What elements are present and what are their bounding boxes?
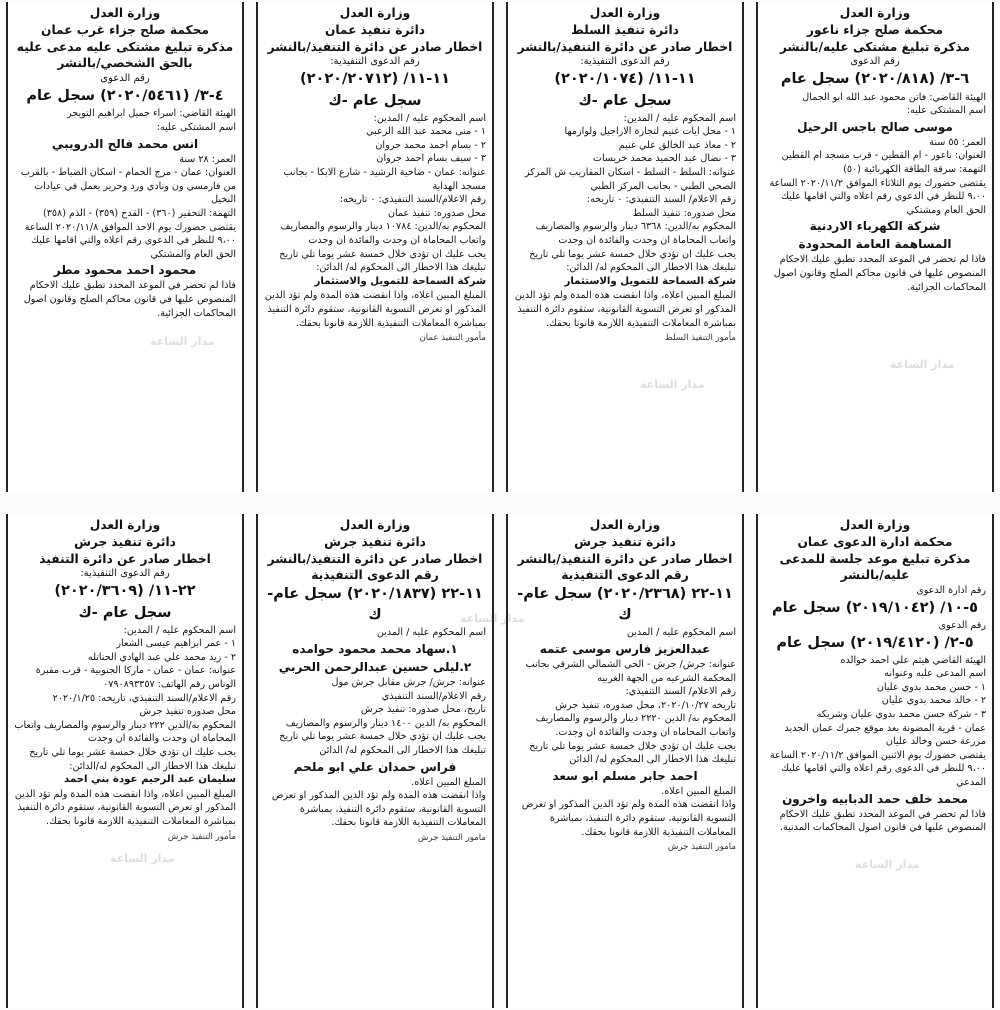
- notice-line: العمر: ٢٨ سنة: [179, 153, 236, 165]
- notice-line: دائرة تنفيذ عمان: [324, 22, 426, 37]
- notice-line: شركة الكهرباء الاردنية: [809, 219, 941, 234]
- notice-naour-court: [756, 2, 994, 492]
- notice-line: المحكوم به/الدين: ٦٣٦٨ دينار والرسوم والمصاريف واتعاب المحاماة ان وجدت والفائدة ان وجدت: [535, 221, 736, 246]
- notice-line: عنوانه: عمان - ضاحية الرشيد - شارع الابكا - بجانب مسجد الهداية: [283, 166, 486, 192]
- notice-line: يجب عليك ان تؤدي خلال خمسة عشر يوما تلي تاريخ تبليغك هذا الاخطار الى المحكوم له/ الدائن: [279, 731, 486, 756]
- notice-line: يجب عليك ان تؤدي خلال خمسة عشر يوما تلي تاريخ تبليغك هذا الاخطار الى المحكوم له/الدائن:: [29, 747, 236, 772]
- notice-line: المبلغ المبين اعلاه.: [411, 776, 486, 788]
- notice-line: المحكوم به/الدين: ١٠٧٨٤ دينار والرسوم والمصاريف واتعاب المحاماة ان وجدت والفائدة ان وجدت: [280, 221, 486, 246]
- notice-line: عنوانه: عمان - عمان - ماركا الجنوبية - قرب مقبرة الوناس رقم الهاتف: ٠٧٩٠٨٩٣٣٥٧: [35, 665, 236, 690]
- notice-line: محكمة ادارة الدعوى عمان: [797, 534, 953, 549]
- notice-line: عنوانه: جرش/ جرش - الحي الشمالي الشرقي بجانب المحكمة الشرعيه من الجهة الغربيه: [525, 658, 736, 684]
- notice-line: اسم المحكوم عليه / المدين:: [123, 624, 236, 636]
- notice-line: وزارة العدل: [839, 6, 911, 20]
- notice-line: العنوان: ناعور - ام القطين - قرب مسجد ام القطين: [781, 150, 986, 162]
- notice-line: وزارة العدل: [339, 518, 411, 532]
- watermark: مدار الساعة: [640, 378, 705, 391]
- notice-line: ٥-٢/ (٢٠١٩/٤١٢٠) سجل عام: [776, 634, 974, 651]
- notice-line: المساهمة العامة المحدودة: [798, 237, 952, 252]
- notice-line: مذكرة تبليغ مشتكى عليه/بالنشر: [779, 39, 971, 54]
- notice-line: ١١-٢٢ (٢٠٢٠/١٨٣٧) سجل عام-ك: [267, 586, 483, 624]
- notice-line: شركة السماحة للتمويل والاستثمار: [314, 275, 486, 287]
- notice-line: مأمور التنفيذ السلط: [664, 333, 736, 344]
- notice-line: المبلغ المبين اعلاه، واذا انقضت هذه المدة ولم تؤد الدين المذكور او تعرض التسوية القانونية، ستقوم دائرة التنفيذ بمباشرة المعاملات التنفيذية اللازمة قانونا بحقك.: [264, 290, 486, 329]
- notice-line: المحكوم به/الدين ٢٢٢ دينار والرسوم والمصاريف واتعاب المحاماة ان وجدت والفائدة ان وجدت: [14, 719, 236, 745]
- notice-line: ١.سهاد محمد محمود حوامده: [292, 641, 458, 656]
- notice-line: رقم الدعوى التنفيذية:: [580, 56, 670, 68]
- notice-line: وزارة العدل: [89, 518, 161, 532]
- notice-line: ٢ - بسام احمد محمد جروان: [375, 139, 486, 151]
- notice-line: رقم الاعلام/ السند التنفيذي:: [625, 686, 736, 698]
- notice-line: المبلغ المبين اعلاه، واذا انقضت هذه المدة ولم تؤد الدين المذكور او تعرض التسوية القانونية، ستقوم دائرة التنفيذ بمباشرة المعاملات التنفيذية اللازمة قانونا بحقك.: [514, 290, 736, 329]
- notice-line: تاريخه ٢٠٢٠/١٠/٢٧، محل صدوره، تنفيذ جرش: [555, 699, 736, 711]
- notice-line: وزارة العدل: [589, 6, 661, 20]
- notice-line: مذكرة تبليغ موعد جلسة للمدعى عليه/بالنشر: [779, 551, 971, 583]
- notice-line: عنوانه: السلط - السلط - اسكان المقاريب ش المركز الصحي الطبي - بجانب المركز الطبي: [524, 166, 736, 192]
- notice-line: رقم الدعوى التنفيذية: [311, 568, 439, 583]
- notice-line: اسم المحكوم عليه / المدين:: [373, 112, 486, 124]
- notice-line: ٢.ليلى حسين عبدالرحمن الحربي: [278, 659, 472, 674]
- notice-line: فاذا لم تحضر في الموعد المحدد تطبق عليك الاحكام المنصوص عليها في قانون اصول المحاكمات المدنية.: [779, 808, 986, 834]
- notice-line: ١١-١١/ (٢٠٢٠/١٠٧٤): [554, 71, 696, 88]
- notice-line: واذا انقضت هذه المدة ولم تؤد الدين المذكور او تعرض التسوية القانونية، ستقوم دائرة التنفيذ، بمباشرة المعاملات التنفيذية اللازمة قانونا بحقك.: [521, 799, 736, 838]
- notice-line: مذكرة تبليغ مشتكى عليه مدعى عليه بالحق الشخصي/بالنشر: [16, 39, 234, 71]
- notice-line: رقم الدعوى: [100, 73, 150, 85]
- notice-line: رقم الاعلام/السند التنفيذي: [381, 690, 486, 702]
- notice-line: محمد خلف حمد الدبابيه واخرون: [782, 791, 968, 806]
- notice-line: المحكوم به/ الدين ٢٢٢٠ دينار والرسوم والمصاريف واتعاب المحاماه ان وجدت والفائدة ان وجدت.: [535, 713, 736, 738]
- notice-line: يقتضى حضورك يوم الثلاثاء الموافق ٢٠٢٠/١١/٢ الساعة ٩،٠٠ للنظر في الدعوى رقم اعلاه والتي اقامها عليك الحق العام ومشتكي: [769, 177, 986, 216]
- notice-line: الهيئة القاضي هيثم علي احمد خوالده: [840, 654, 986, 666]
- notice-line: تاريخ، محل صدوره: تنفيذ جرش: [361, 704, 486, 716]
- notice-line: المبلغ المبين اعلاه، واذا انقضت هذه المدة ولم تؤد الدين المذكور او تعرض التسوية القانونية، ستقوم دائرة التنفيذ بمباشرة المعاملات التنفيذية اللازمة قانونا بحقك.: [14, 788, 236, 827]
- notice-line: فاذا لم تحضر في الموعد المحدد تطبق عليك الاحكام المنصوص عليها في قانون محاكم الصلح وقانون اصول المحاكمات الجزائية.: [23, 280, 236, 319]
- notice-line: رقم الاعلام/ السند التنفيذي: ٠ تاريخه:: [586, 194, 736, 206]
- notice-line: يقتضى حضورك يوم الاثنين الموافق ٢٠٢٠/١١/٢ الساعة ٩،٠٠ للنظر في الدعوى رقم اعلاه والتي اقامها عليك المدعي: [769, 749, 986, 789]
- watermark: مدار الساعة: [855, 858, 920, 871]
- notice-line: واذا انقضت هذه المدة ولم تؤد الدين المذكور او تعرض التسوية القانونية، ستقوم دائرة التنفيذ، بمباشرة المعاملات التنفيذية اللازمة قانونا بحقك.: [271, 790, 486, 829]
- notice-line: الهيئة القاضي: فاتن محمود عبد الله ابو الجمال: [802, 91, 986, 103]
- notice-line: ٣ - سيف بسام احمد جروان: [376, 153, 486, 165]
- notice-line: فراس حمدان علي ابو ملحم: [293, 759, 457, 774]
- notice-line: سجل عام -ك: [78, 604, 172, 621]
- notice-line: العنوان: عمان - مرج الحمام - اسكان الضباط - بالقرب من فارمسي ون ونادي ورد وحرير يعمل في عيادات النخيل: [20, 167, 236, 206]
- notice-line: سجل عام -ك: [328, 92, 422, 109]
- notice-line: ٣ - نضال عبد الحميد محمد خريسات: [592, 153, 736, 165]
- notice-line: فاذا لم تحضر في الموعد المحدد تطبق عليك الاحكام المنصوص عليها في قانون محاكم الصلح وقانون اصول المحاكمات الجزائية.: [773, 254, 986, 293]
- notice-line: وزارة العدل: [89, 6, 161, 20]
- notice-line: موسى صالح باجس الرحيل: [797, 119, 953, 134]
- notice-line: ١ - منى محمد عبد الله الزعبي: [366, 126, 486, 138]
- notice-line: رقم الاعلام/السند التنفيذي: ٠ تاريخه:: [339, 194, 486, 206]
- notice-line: مأمور التنفيذ عمان: [419, 333, 486, 344]
- notice-line: ٢ - معاذ عبد الخالق علي غنيم: [618, 139, 736, 151]
- watermark: مدار الساعة: [150, 335, 215, 348]
- notice-line: المحكوم به/ الدين ١٤٠٠ دينار والرسوم والمصاريف: [285, 717, 486, 729]
- notice-line: رقم الدعوى التنفيذية: [561, 568, 689, 583]
- notice-line: محل صدوره تنفيذ جرش: [139, 706, 236, 718]
- notice-line: ١ - عمر ابراهيم عيسى الشعار: [116, 638, 236, 650]
- notice-line: عمان - قرية المضونة بعد موقع جمرك عمان الجديد مزرعة حسن وخالد عليان: [784, 722, 986, 748]
- notice-line: رقم الدعوى التنفيذية:: [330, 56, 420, 68]
- notice-line: رقم ادارة الدعوى: [916, 585, 986, 597]
- notice-line: عبدالعزيز فارس موسى عتمه: [539, 641, 711, 656]
- notice-line: ١١-٢٢ (٢٠٢٠/٢٣٦٨) سجل عام-ك: [517, 586, 733, 624]
- notice-line: مامور التنفيذ جرش: [667, 842, 736, 853]
- notice-line: ١١-١١/ (٢٠٢٠/٢٠٧١٢): [299, 71, 450, 88]
- notices-row-bottom: [6, 514, 994, 1008]
- notice-line: احمد جابر مسلم ابو سعد: [552, 768, 698, 783]
- notice-line: دائرة تنفيذ السلط: [571, 22, 679, 37]
- notice-line: ٤-٣/ (٢٠٢٠/٥٤٦١) سجل عام: [26, 88, 224, 105]
- notice-line: رقم الدعوى: [938, 619, 986, 631]
- notices-row-top: [6, 2, 994, 492]
- notice-line: عنوانه: جرش/ جرش مقابل جرش مول: [331, 676, 486, 688]
- watermark: مدار الساعة: [110, 852, 175, 865]
- notice-line: التهمة: التحقير (٣٦٠) - القدح (٣٥٩) - الذم (٣٥٨): [43, 207, 236, 219]
- notice-line: اخطار صادر عن دائرة التنفيذ/بالنشر: [267, 39, 483, 54]
- notice-line: محكمة صلح جزاء غرب عمان: [41, 22, 209, 37]
- notice-line: ٢ - زيد محمد علي عبد الهادي الحناتله: [87, 651, 236, 663]
- notice-line: اخطار صادر عن دائرة التنفيذ/بالنشر: [517, 551, 733, 566]
- notice-line: ٥-١٠/ (٢٠١٩/١٠٤٢) سجل عام: [771, 599, 979, 616]
- notice-line: محمود احمد محمود مطر: [53, 263, 197, 278]
- notice-line: ٢٢-١١/ (٢٠٢٠/٣٦٠٩): [54, 583, 196, 600]
- notice-salt-execution: [506, 2, 744, 492]
- notice-line: اخطار صادر عن دائرة التنفيذ: [39, 551, 211, 566]
- notice-line: ١ - محل ايات غنيم لتجارة الاراجيل ولوازمها: [564, 126, 736, 138]
- notice-line: ٦-٣/ (٢٠٢٠/٨١٨) سجل عام: [780, 71, 970, 88]
- notice-line: اخطار صادر عن دائرة التنفيذ/بالنشر: [267, 551, 483, 566]
- notice-line: محكمة صلح جزاء ناعور: [806, 22, 944, 37]
- notice-line: محل صدوره: تنفيذ عمان: [387, 207, 486, 219]
- notice-line: يجب عليك ان تؤدي خلال خمسة عشر يوما تلي تاريخ تبليغك هذا الاخطار الى المحكوم له/ الدائن:: [529, 248, 736, 274]
- notice-line: شركة السماحة للتمويل والاستثمار: [564, 275, 736, 287]
- notice-line: وزارة العدل: [589, 518, 661, 532]
- notice-line: اسم المحكوم عليه / المدين: [626, 627, 736, 639]
- notice-amman-execution: [256, 2, 494, 492]
- notice-line: مامور التنفيذ جرش: [417, 833, 486, 844]
- notice-line: المبلغ المبين اعلاه.: [661, 785, 736, 797]
- notice-line: رقم الدعوى التنفيذية:: [80, 568, 170, 580]
- notice-line: العمر: ٥٥ سنة: [929, 136, 986, 148]
- notice-line: ٢ - خالد محمد بدوي عليان: [881, 695, 986, 707]
- notice-line: مأمور التنفيذ جرش: [167, 831, 236, 842]
- notice-line: يجب عليك ان تؤدي خلال خمسة عشر يوما تلي تاريخ تبليغك هذا الاخطار الى المحكوم له/ الدائن:: [279, 248, 486, 274]
- notice-jerash-execution-3609: [6, 514, 244, 1008]
- watermark: مدار الساعة: [460, 612, 525, 625]
- notice-line: سليمان عبد الرحيم عودة بني احمد: [64, 774, 236, 786]
- notice-line: اسم المشتكى عليه:: [156, 121, 236, 133]
- notice-line: اخطار صادر عن دائرة التنفيذ/بالنشر: [517, 39, 733, 54]
- notice-line: اسم المدعى عليه وعنوانه: [884, 668, 986, 680]
- notice-amman-case-management: [756, 514, 994, 1008]
- notice-line: دائرة تنفيذ جرش: [74, 534, 176, 549]
- notice-line: اسم المحكوم عليه / المدين: [376, 627, 486, 639]
- notice-line: دائرة تنفيذ جرش: [574, 534, 676, 549]
- notice-line: سجل عام -ك: [578, 92, 672, 109]
- notice-line: محل صدوره: تنفيذ السلط: [632, 207, 736, 219]
- notice-line: اسم المشتكى عليه:: [906, 105, 986, 117]
- notice-line: رقم الاعلام/السند التنفيذي، تاريخه: ٢٠٢٠/١/٢٥: [52, 692, 236, 704]
- notice-jerash-execution-2368: [506, 514, 744, 1008]
- notice-line: يجب عليك ان تؤدي خلال خمسة عشر يوما تلي تاريخ تبليغك هذا الاخطار الى المحكوم له/ الدائن: [529, 740, 736, 766]
- notice-line: وزارة العدل: [339, 6, 411, 20]
- notice-line: انس محمد فالح الدرويبي: [51, 136, 199, 151]
- notice-jerash-execution-1837: [256, 514, 494, 1008]
- notice-line: دائرة تنفيذ جرش: [324, 534, 426, 549]
- notice-line: وزارة العدل: [839, 518, 911, 532]
- notice-line: يقتضى حضورك يوم الاحد الموافق ٢٠٢٠/١١/٨ الساعة ٩،٠٠ للنظر في الدعوى رقم اعلاه والتي اقامها عليك الحق العام والمشتكي: [24, 221, 236, 260]
- notice-line: ٣ - شركة حسن محمد بدوي عليان وشريكه: [816, 709, 986, 720]
- notice-line: التهمة: سرقة الطاقة الكهربائية (٥٠): [843, 163, 986, 175]
- notice-line: ١ - حسن محمد بدوي عليان: [876, 681, 986, 693]
- watermark: مدار الساعة: [890, 358, 955, 371]
- notice-line: اسم المحكوم عليه / المدين:: [623, 112, 736, 124]
- notice-line: رقم الدعوى: [850, 56, 900, 68]
- notice-line: الهيئة القاضي: اسراء جميل ابراهيم التويجر: [67, 108, 236, 120]
- notice-west-amman-court: [6, 2, 244, 492]
